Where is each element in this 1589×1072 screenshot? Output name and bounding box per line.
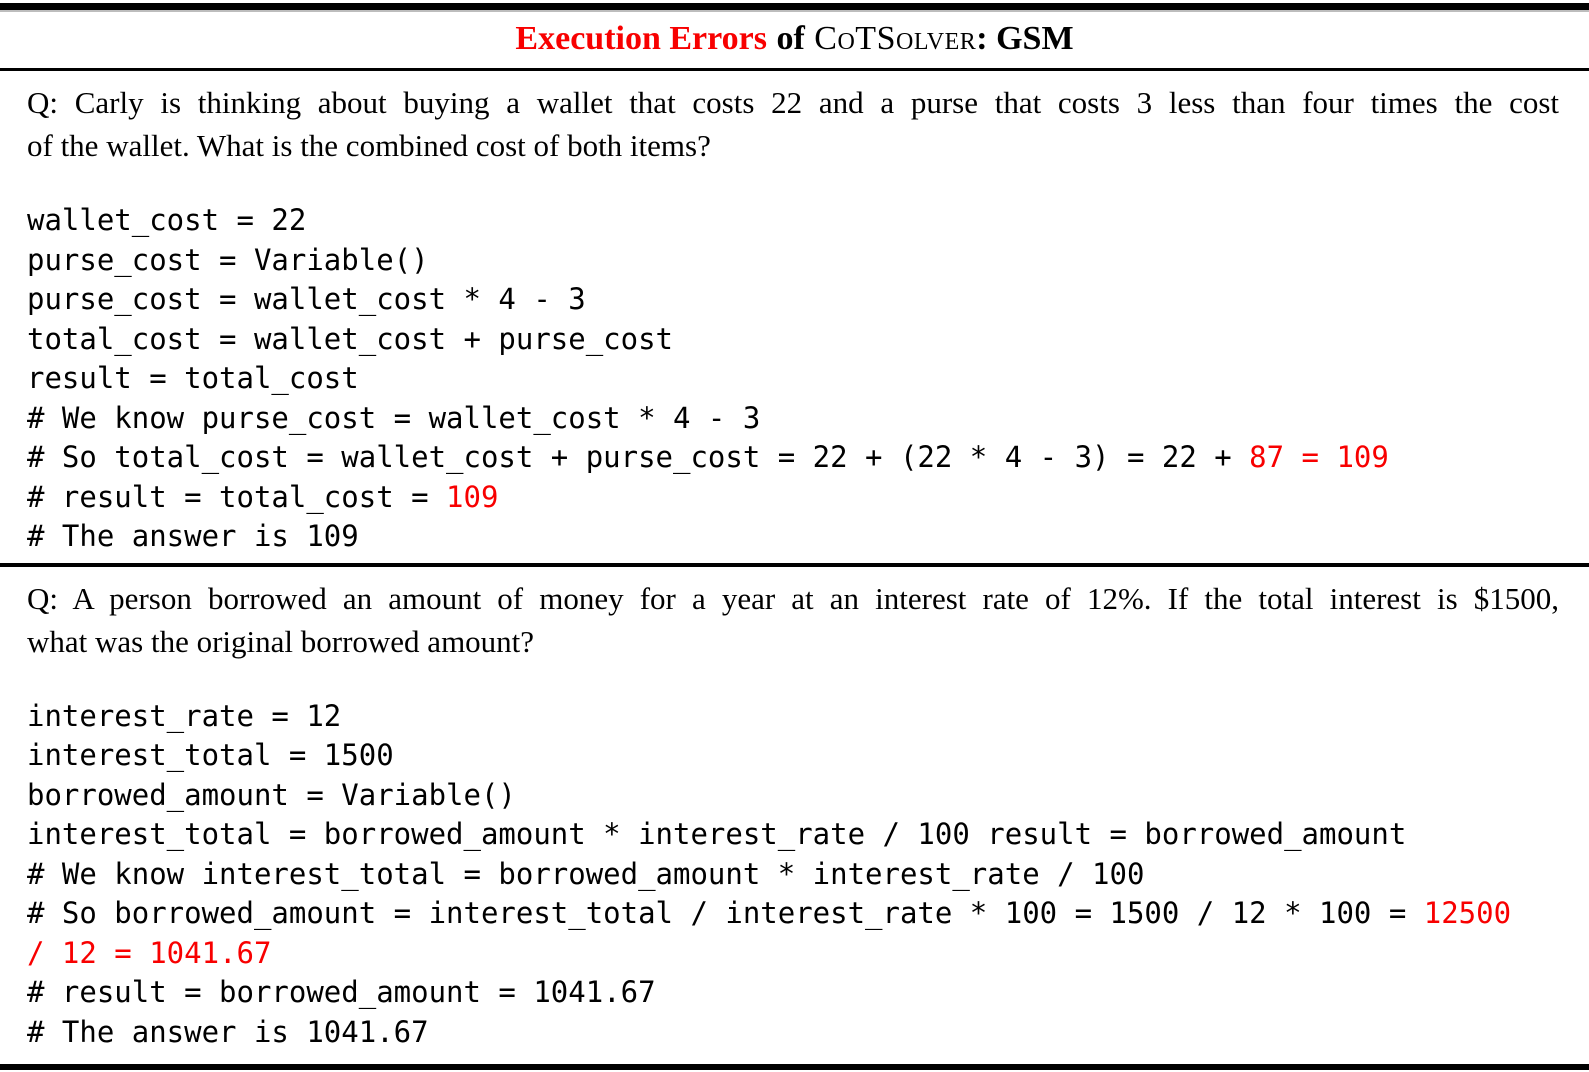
code-line: interest_total = 1500	[27, 738, 394, 772]
code-line: interest_rate = 12	[27, 698, 342, 733]
question-line: Q: Carly is thinking about buying a wallet that costs 22 and a purse that costs 3 less than four times the cost	[27, 85, 1559, 120]
title-connector: of	[776, 20, 805, 57]
code-line: # So borrowed_amount = interest_total / interest_rate * 100 = 1500 / 12 * 100 = 12500	[27, 896, 1512, 930]
code-line: / 12 = 1041.67	[27, 935, 272, 970]
code-block	[27, 201, 1559, 557]
top-rule	[0, 3, 1589, 10]
code-line: # We know purse_cost = wallet_cost * 4 - 3	[27, 400, 761, 435]
code-line: # result = total_cost = 109	[27, 479, 499, 514]
code-line: total_cost = wallet_cost + purse_cost	[27, 321, 674, 356]
system-name: CoTSolver	[814, 20, 977, 57]
code-block	[27, 697, 1559, 1053]
code-line: purse_cost = Variable()	[27, 242, 429, 277]
question-text	[27, 577, 1559, 663]
bottom-rule	[0, 1064, 1589, 1070]
question-line: what was the original borrowed amount?	[27, 623, 535, 659]
code-line: # The answer is 1041.67	[27, 1014, 429, 1049]
example-block-1	[0, 71, 1589, 563]
dataset-label: : GSM	[976, 20, 1074, 57]
code-line: interest_total = borrowed_amount * interest_rate / 100 result = borrowed_amount	[27, 817, 1407, 851]
question-text	[27, 81, 1559, 167]
example-block-2	[0, 567, 1589, 1059]
code-line: # result = borrowed_amount = 1041.67	[27, 975, 656, 1009]
code-line: # The answer is 109	[27, 519, 359, 553]
error-type-label: Execution Errors	[515, 20, 767, 57]
code-line: purse_cost = wallet_cost * 4 - 3	[27, 282, 586, 316]
code-line: borrowed_amount = Variable()	[27, 777, 516, 812]
code-line: wallet_cost = 22	[27, 203, 307, 237]
question-line: of the wallet. What is the combined cost of both items?	[27, 128, 711, 163]
question-line: Q: A person borrowed an amount of money for a year at an interest rate of 12%. If the total interest is $1500,	[27, 580, 1559, 616]
code-line: # So total_cost = wallet_cost + purse_cost = 22 + (22 * 4 - 3) = 22 + 87 = 109	[27, 440, 1389, 474]
figure-title	[0, 12, 1589, 68]
code-line: result = total_cost	[27, 361, 359, 395]
code-line: # We know interest_total = borrowed_amount * interest_rate / 100	[27, 856, 1145, 891]
